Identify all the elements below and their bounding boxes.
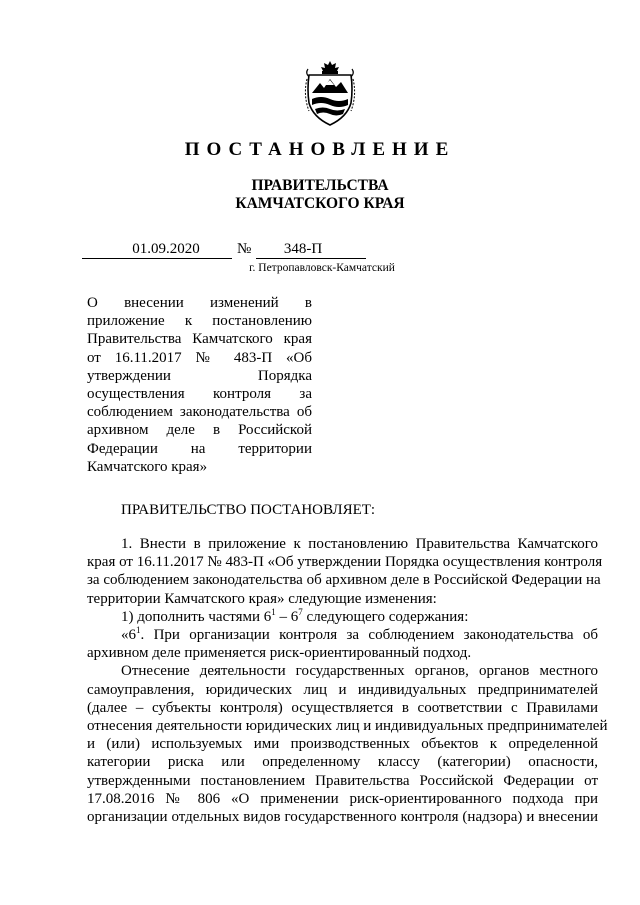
body-line: территории Камчатского края» следующие изменения:: [87, 590, 437, 607]
subject-line: Федерации на территории: [87, 440, 312, 457]
paragraph-number: «6: [121, 627, 136, 644]
coat-of-arms-icon: [303, 59, 357, 127]
subject-line: утверждении Порядка: [87, 367, 312, 384]
superscript: 7: [298, 606, 303, 617]
subject-line: приложение к постановлению: [87, 313, 312, 330]
document-body: [87, 535, 608, 826]
paragraph-text: . При организации контроля за соблюдением законодательства об: [140, 627, 598, 644]
authority-line-1: ПРАВИТЕЛЬСТВА: [251, 177, 389, 194]
resolution-heading: ПРАВИТЕЛЬСТВО ПОСТАНОВЛЯЕТ:: [121, 502, 376, 518]
subitem-line: [87, 608, 598, 626]
document-subject: [87, 294, 312, 476]
subitem-text: следующего содержания:: [302, 608, 469, 625]
subitem-text: 1) дополнить частями 6: [121, 608, 272, 625]
document-number: 348-П: [256, 240, 366, 259]
subject-line: от 16.11.2017 № 483-П «Об: [87, 349, 312, 366]
authority-line-2: КАМЧАТСКОГО КРАЯ: [235, 195, 405, 212]
subitem-dash: – 6: [275, 608, 299, 625]
subject-line: Правительства Камчатского края: [87, 331, 312, 348]
body-line: самоуправления, юридических лиц и индивидуальных предпринимателей: [87, 681, 598, 698]
body-line: 1. Внести в приложение к постановлению Правительства Камчатского: [121, 536, 598, 552]
body-line: 17.08.2016 № 806 «О применении риск-ориентированного подхода при: [87, 790, 598, 807]
body-line: категории риска или определенному классу (категории) опасности,: [87, 754, 598, 771]
subject-line: осуществления контроля за: [87, 386, 312, 403]
subject-line: Камчатского края»: [87, 458, 208, 475]
body-line: за соблюдением законодательства об архивном деле в Российской Федерации на: [87, 572, 601, 589]
number-sign: №: [237, 241, 252, 257]
paragraph-line: [87, 626, 598, 644]
body-line: организации отдельных видов государственного контроля (надзора) и внесении: [87, 809, 598, 826]
subject-line: архивном деле в Российской: [87, 422, 312, 439]
paragraph-line: архивном деле применяется риск-ориентированный подход.: [87, 645, 472, 662]
subject-line: О внесении изменений в: [87, 295, 312, 311]
issuing-authority: [0, 177, 640, 213]
document-city: г. Петропавловск-Камчатский: [249, 262, 395, 274]
superscript: 1: [136, 625, 141, 636]
body-line: (далее – субъекты контроля) осуществляется в соответствии с Правилами: [87, 699, 598, 716]
subject-line: соблюдением законодательства об: [87, 404, 312, 421]
document-date: 01.09.2020: [82, 240, 232, 259]
body-line: утвержденными постановлением Правительства Российской Федерации от: [87, 772, 598, 789]
body-line: отнесения деятельности юридических лиц и индивидуальных предпринимателей: [87, 718, 608, 735]
body-line: Отнесение деятельности государственных органов, органов местного: [121, 663, 598, 680]
document-title: ПОСТАНОВЛЕНИЕ: [184, 139, 456, 160]
body-line: края от 16.11.2017 № 483-П «Об утверждении Порядка осуществления контроля: [87, 554, 603, 571]
superscript: 1: [271, 606, 276, 617]
body-line: и (или) используемых ими производственных объектов к определенной: [87, 736, 598, 753]
